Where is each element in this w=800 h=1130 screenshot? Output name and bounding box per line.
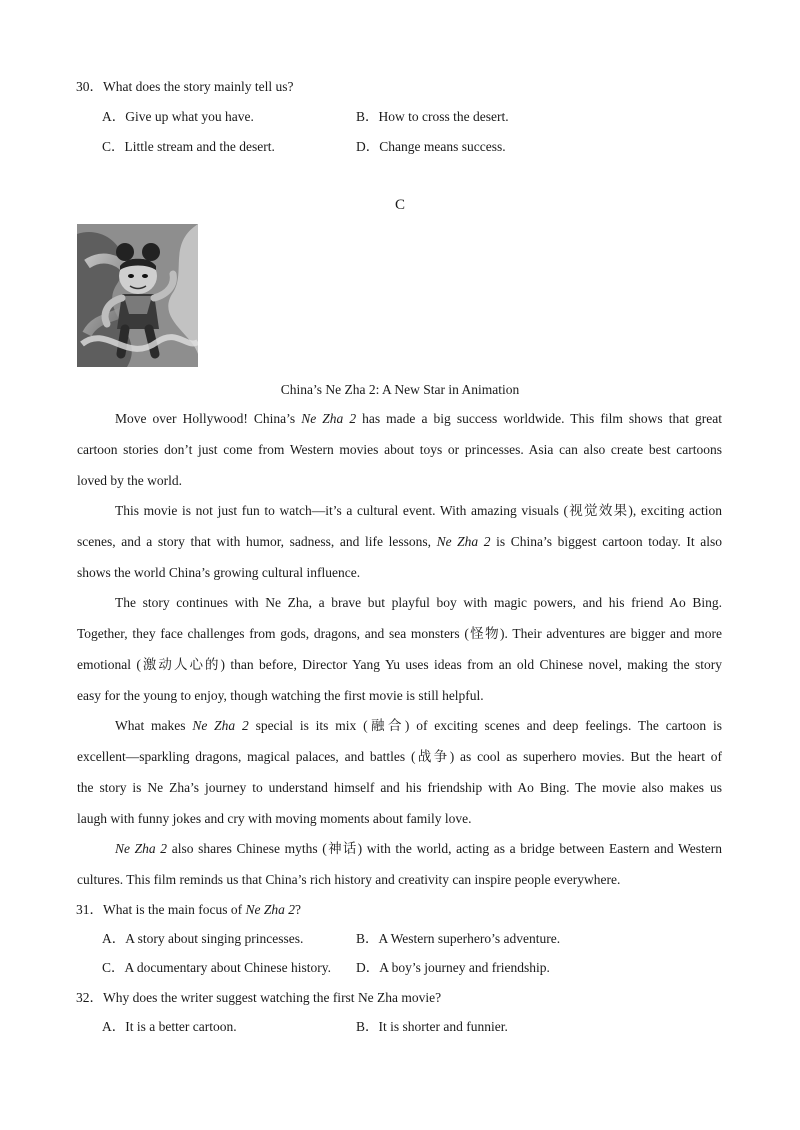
paragraph-2-line-2: scenes, and a story that with humor, sadness, and life lessons, Ne Zha 2 is China’s biggest cartoon today. It also bbox=[77, 534, 722, 549]
film-title: Ne Zha 2 bbox=[245, 902, 295, 917]
paragraph-3-line-2: Together, they face challenges from gods, dragons, and sea monsters (怪物). Their adventures are bigger and more bbox=[77, 626, 722, 641]
question-31-option-c: C．A documentary about Chinese history. bbox=[102, 960, 331, 975]
film-title: Ne Zha 2 bbox=[436, 534, 491, 549]
question-30-option-a: A．Give up what you have. bbox=[102, 109, 254, 124]
question-32-option-b: B．It is shorter and funnier. bbox=[356, 1019, 508, 1034]
paragraph-2-line-3: shows the world China’s growing cultural influence. bbox=[77, 565, 361, 580]
paragraph-3-line-3: emotional (激动人心的) than before, Director Yang Yu uses ideas from an old Chinese novel, making the story bbox=[77, 657, 722, 672]
paragraph-1-line-2: cartoon stories don’t just come from Western movies about toys or princesses. Asia can also create best cartoons bbox=[77, 442, 722, 457]
paragraph-1-line-3: loved by the world. bbox=[77, 473, 182, 488]
question-30-stem: 30．What does the story mainly tell us? bbox=[76, 79, 294, 94]
paragraph-1-line-1: Move over Hollywood! China’s Ne Zha 2 has made a big success worldwide. This film shows that great bbox=[115, 411, 722, 426]
paragraph-4-line-4: laugh with funny jokes and cry with moving moments about family love. bbox=[77, 811, 472, 826]
paragraph-4-line-2: excellent—sparkling dragons, magical palaces, and battles (战争) as cool as superhero movies. But the heart of bbox=[77, 749, 722, 764]
question-30-option-b: B．How to cross the desert. bbox=[356, 109, 509, 124]
question-32-option-a: A．It is a better cartoon. bbox=[102, 1019, 237, 1034]
paragraph-4-line-3: the story is Ne Zha’s journey to understand himself and his friendship with Ao Bing. The movie also makes us bbox=[77, 780, 722, 795]
paragraph-5-line-1: Ne Zha 2 also shares Chinese myths (神话) with the world, acting as a bridge between Eastern and Western bbox=[115, 841, 722, 856]
question-30-option-d: D．Change means success. bbox=[356, 139, 506, 154]
question-31-option-a: A．A story about singing princesses. bbox=[102, 931, 304, 946]
question-31-stem: 31．What is the main focus of Ne Zha 2? bbox=[76, 902, 301, 917]
question-31-option-b: B．A Western superhero’s adventure. bbox=[356, 931, 561, 946]
film-title: Ne Zha 2 bbox=[192, 718, 249, 733]
section-heading: C bbox=[394, 197, 405, 213]
film-title: Ne Zha 2 bbox=[301, 411, 357, 426]
question-31-option-d: D．A boy’s journey and friendship. bbox=[356, 960, 550, 975]
article-title: China’s Ne Zha 2: A New Star in Animation bbox=[280, 382, 520, 397]
film-title: Ne Zha 2 bbox=[115, 841, 168, 856]
paragraph-3-line-4: easy for the young to enjoy, though watching the first movie is still helpful. bbox=[77, 688, 484, 703]
question-32-stem: 32．Why does the writer suggest watching the first Ne Zha movie? bbox=[76, 990, 442, 1005]
paragraph-2-line-1: This movie is not just fun to watch—it’s a cultural event. With amazing visuals (视觉效果), exciting action bbox=[115, 503, 722, 518]
paragraph-5-line-2: cultures. This film reminds us that China’s rich history and creativity can inspire people everywhere. bbox=[77, 872, 621, 887]
paragraph-3-line-1: The story continues with Ne Zha, a brave but playful boy with magic powers, and his friend Ao Bing. bbox=[115, 595, 722, 610]
cartoon-character-icon bbox=[77, 224, 198, 367]
paragraph-4-line-1: What makes Ne Zha 2 special is its mix (融合) of exciting scenes and deep feelings. The cartoon is bbox=[115, 718, 722, 733]
question-30-option-c: C．Little stream and the desert. bbox=[102, 139, 275, 154]
